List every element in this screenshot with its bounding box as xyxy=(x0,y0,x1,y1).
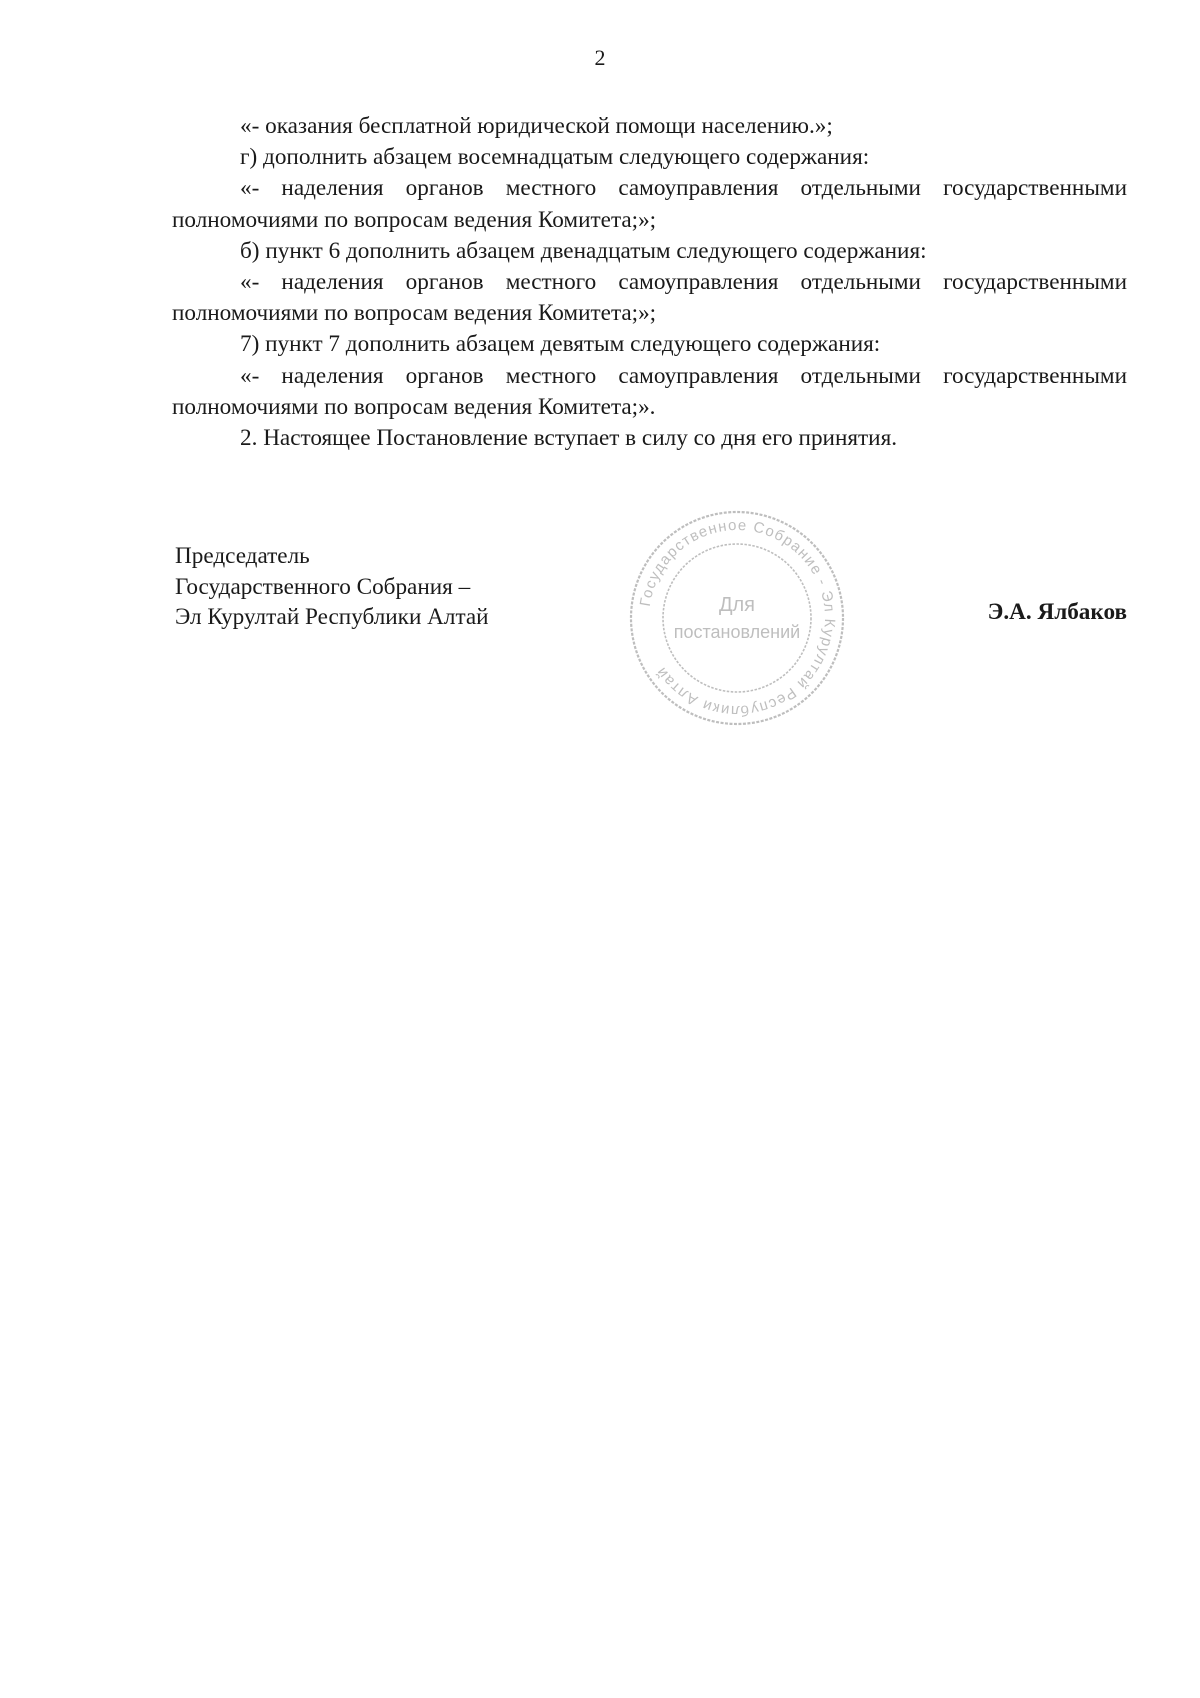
official-seal xyxy=(624,505,850,731)
seal-graphic xyxy=(624,505,850,731)
paragraph: б) пункт 6 дополнить абзацем двенадцатым следующего содержания: xyxy=(240,237,927,264)
seal-center-line-1: Для xyxy=(718,594,756,616)
paragraph: «- оказания бесплатной юридической помощи населению.»; xyxy=(240,113,833,139)
paragraph: «- наделения органов местного самоуправления отдельными государственными полномочиями по вопросам ведения Комитета;»; xyxy=(172,175,1127,233)
paragraph: 2. Настоящее Постановление вступает в силу со дня его принятия. xyxy=(240,425,898,452)
page-number: 2 xyxy=(594,45,606,70)
document-body xyxy=(172,111,1127,454)
seal-inner-ring xyxy=(663,544,811,692)
signatory-title-line: Эл Курултай Республики Алтай xyxy=(175,604,489,630)
paragraph: 7) пункт 7 дополнить абзацем девятым следующего содержания: xyxy=(240,331,881,358)
paragraph: «- наделения органов местного самоуправления отдельными государственными полномочиями по вопросам ведения Комитета;»; xyxy=(172,269,1127,327)
seal-ring-text: Государственное Собрание - Эл Курултай Республики Алтай xyxy=(636,516,839,720)
paragraph: г) дополнить абзацем восемнадцатым следующего содержания: xyxy=(240,144,870,171)
signatory-title-line: Государственного Собрания – xyxy=(175,573,471,600)
signatory-title-line: Председатель xyxy=(175,543,310,569)
seal-center-line-2: постановлений xyxy=(673,622,801,642)
signatory-title xyxy=(175,541,489,633)
signatory-name: Э.А. Ялбаков xyxy=(987,599,1127,625)
paragraph: «- наделения органов местного самоуправления отдельными государственными полномочиями по вопросам ведения Комитета;». xyxy=(172,362,1127,420)
